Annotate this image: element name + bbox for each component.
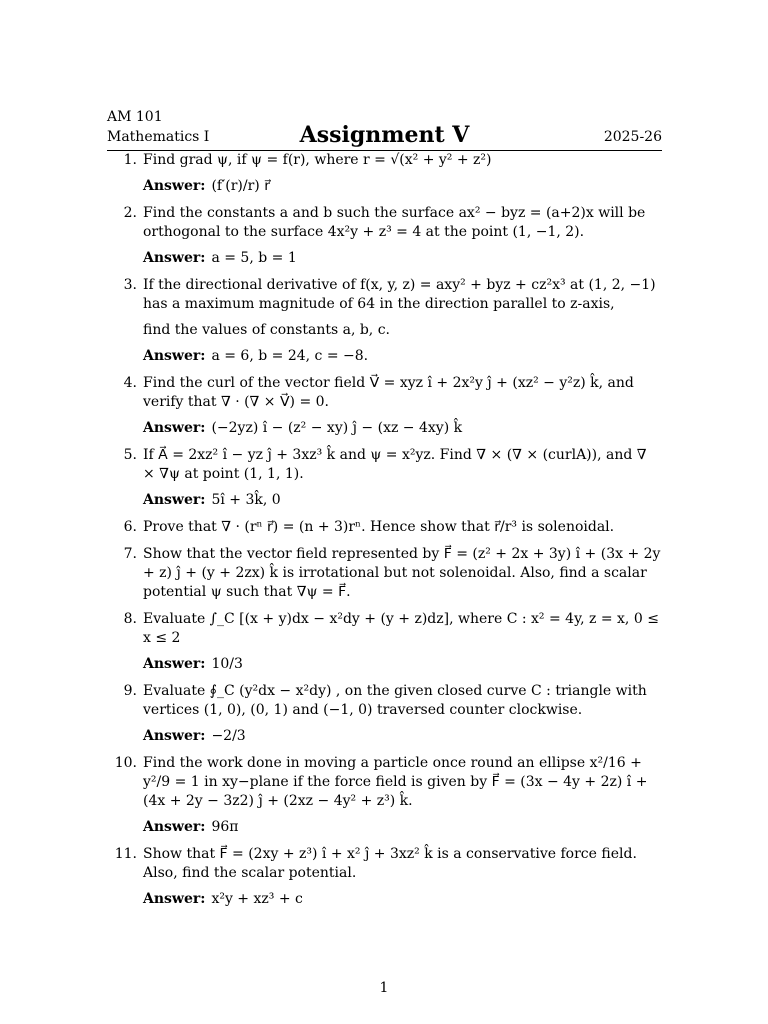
answer-value: (f′(r)/r) r⃗ bbox=[211, 178, 270, 194]
answer-label: Answer: bbox=[143, 178, 206, 194]
problem-text: Find the work done in moving a particle once round an ellipse x²/16 + y²/9 = 1 in xy−plane if the force field is given by F⃗ = (3x − 4y + 2z) î + (4x + 2y − 3z2) ĵ + (2xz − 4y² + z³) k̂. bbox=[143, 755, 648, 809]
problem-item bbox=[107, 845, 662, 909]
academic-year: 2025-26 bbox=[603, 129, 662, 145]
subject-name: Mathematics I bbox=[107, 129, 210, 145]
answer-label: Answer: bbox=[143, 819, 206, 835]
problem-number: 3. bbox=[123, 277, 137, 293]
answer-label: Answer: bbox=[143, 250, 206, 266]
answer-value: 10/3 bbox=[211, 656, 243, 672]
answer-line bbox=[143, 249, 662, 268]
answer-line bbox=[143, 655, 662, 674]
problem-text: Prove that ∇ · (rⁿ r⃗) = (n + 3)rⁿ. Hence show that r⃗/r³ is solenoidal. bbox=[143, 519, 615, 535]
problem-number: 11. bbox=[114, 846, 137, 862]
page-title: Assignment V bbox=[299, 122, 470, 148]
problem-number: 4. bbox=[123, 375, 137, 391]
problem-item bbox=[107, 545, 662, 602]
answer-line bbox=[143, 177, 662, 196]
problem-item bbox=[107, 518, 662, 537]
answer-line bbox=[143, 347, 662, 366]
answer-label: Answer: bbox=[143, 728, 206, 744]
course-code: AM 101 bbox=[107, 109, 163, 125]
problem-number: 7. bbox=[123, 546, 137, 562]
problem-number: 10. bbox=[114, 755, 137, 771]
problem-item bbox=[107, 204, 662, 268]
problem-number: 1. bbox=[123, 152, 137, 168]
answer-line bbox=[143, 818, 662, 837]
problem-text-continued: find the values of constants a, b, c. bbox=[143, 322, 390, 338]
answer-label: Answer: bbox=[143, 492, 206, 508]
problem-number: 6. bbox=[123, 519, 137, 535]
answer-label: Answer: bbox=[143, 656, 206, 672]
problem-text: Find the constants a and b such the surface ax² − byz = (a+2)x will be orthogonal to the surface 4x²y + z³ = 4 at the point (1, −1, 2). bbox=[143, 205, 646, 240]
answer-label: Answer: bbox=[143, 891, 206, 907]
problem-item bbox=[107, 151, 662, 196]
answer-value: −2/3 bbox=[211, 728, 246, 744]
problem-item bbox=[107, 374, 662, 438]
assignment-page bbox=[107, 108, 662, 917]
problem-text: Show that the vector field represented by F⃗ = (z² + 2x + 3y) î + (3x + 2y + z) ĵ + (y + 2zx) k̂ is irrotational but not solenoidal. Also, find a scalar potential ψ such that ∇ψ = F⃗. bbox=[143, 546, 661, 600]
problem-text: Find the curl of the vector field V⃗ = xyz î + 2x²y ĵ + (xz² − y²z) k̂, and verify that ∇ · (∇ × V⃗) = 0. bbox=[143, 375, 634, 410]
problem-number: 8. bbox=[123, 611, 137, 627]
problem-item bbox=[107, 682, 662, 746]
answer-line bbox=[143, 890, 662, 909]
problem-text: Find grad ψ, if ψ = f(r), where r = √(x² + y² + z²) bbox=[143, 152, 492, 168]
answer-value: a = 6, b = 24, c = −8. bbox=[211, 348, 369, 364]
problem-item bbox=[107, 446, 662, 510]
problem-text: Show that F⃗ = (2xy + z³) î + x² ĵ + 3xz² k̂ is a conservative force field. Also, find the scalar potential. bbox=[143, 846, 637, 881]
answer-value: (−2yz) î − (z² − xy) ĵ − (xz − 4xy) k̂ bbox=[211, 420, 463, 436]
problem-item bbox=[107, 276, 662, 366]
answer-line bbox=[143, 727, 662, 746]
answer-value: a = 5, b = 1 bbox=[211, 250, 297, 266]
header-row bbox=[107, 122, 662, 148]
problem-item bbox=[107, 610, 662, 674]
answer-label: Answer: bbox=[143, 420, 206, 436]
problem-item bbox=[107, 754, 662, 837]
page-number: 1 bbox=[379, 980, 389, 996]
answer-line bbox=[143, 419, 662, 438]
answer-value: 5î + 3k̂, 0 bbox=[211, 492, 281, 508]
problem-list bbox=[107, 151, 662, 909]
answer-value: x²y + xz³ + c bbox=[211, 891, 303, 907]
answer-label: Answer: bbox=[143, 348, 206, 364]
problem-number: 2. bbox=[123, 205, 137, 221]
problem-text: If A⃗ = 2xz² î − yz ĵ + 3xz³ k̂ and ψ = x²yz. Find ∇ × (∇ × (curlA)), and ∇ × ∇ψ at point (1, 1, 1). bbox=[143, 447, 647, 482]
answer-line bbox=[143, 491, 662, 510]
problem-number: 5. bbox=[123, 447, 137, 463]
problem-text: If the directional derivative of f(x, y, z) = axy² + byz + cz²x³ at (1, 2, −1) has a maximum magnitude of 64 in the direction parallel to z-axis, bbox=[143, 277, 656, 312]
problem-number: 9. bbox=[123, 683, 137, 699]
answer-value: 96π bbox=[211, 819, 239, 835]
problem-text: Evaluate ∮_C (y²dx − x²dy) , on the given closed curve C : triangle with vertices (1, 0), (0, 1) and (−1, 0) traversed counter clockwise. bbox=[143, 683, 647, 718]
problem-text: Evaluate ∫_C [(x + y)dx − x²dy + (y + z)dz], where C : x² = 4y, z = x, 0 ≤ x ≤ 2 bbox=[143, 611, 659, 646]
